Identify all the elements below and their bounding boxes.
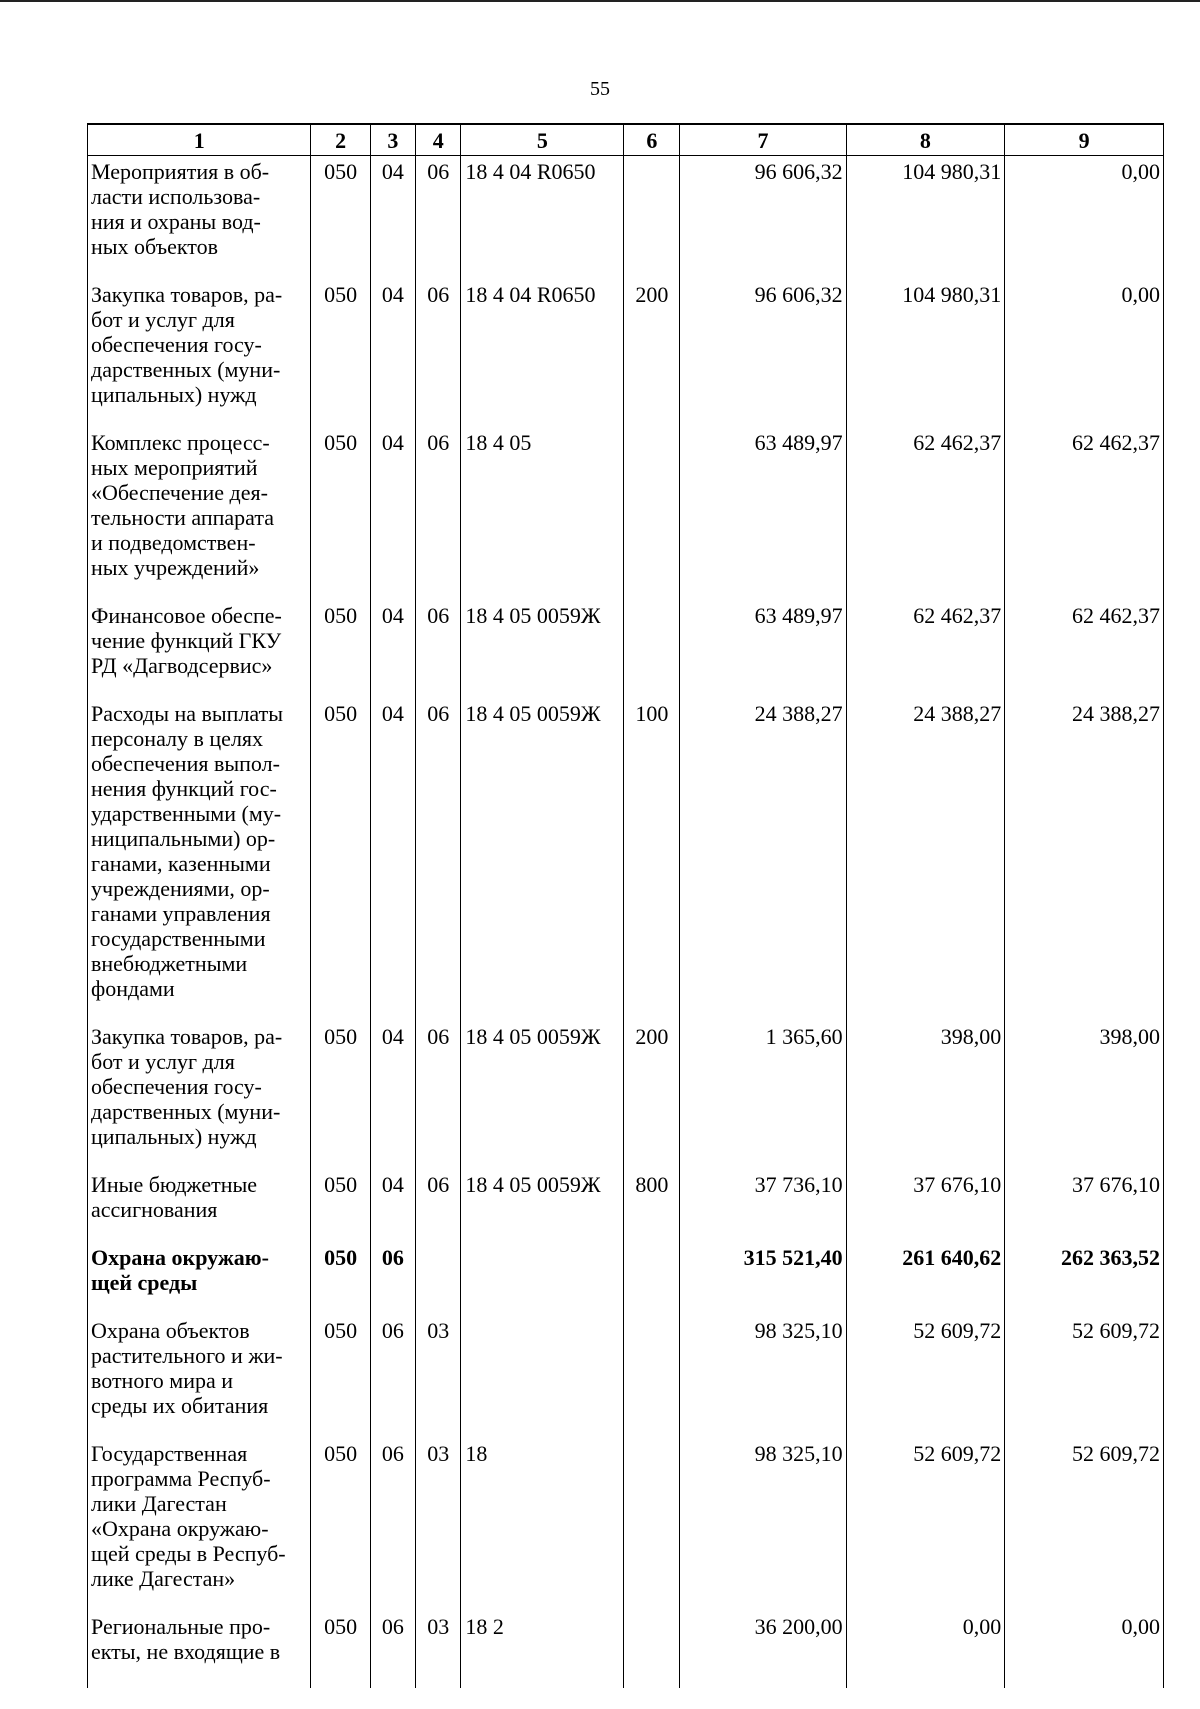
cell-vr bbox=[624, 1242, 680, 1315]
cell-gr: 050 bbox=[311, 1611, 370, 1688]
cell-amount: 63 489,97 bbox=[680, 600, 846, 698]
table-row bbox=[88, 1242, 1164, 1315]
cell-pr: 06 bbox=[416, 698, 461, 1021]
row-name: Расходы на выплаты персоналу в целях обеспечения выпол- нения функций гос- ударственными (му- ниципальными) ор- ганами, казенными учреждениями, ор- ганами управления государственными внебюджетными фондами bbox=[88, 698, 311, 1021]
cell-csr: 18 4 05 0059Ж bbox=[461, 1021, 624, 1169]
cell-amount: 52 609,72 bbox=[1005, 1315, 1164, 1438]
cell-gr: 050 bbox=[311, 698, 370, 1021]
cell-csr: 18 4 05 0059Ж bbox=[461, 698, 624, 1021]
cell-rz: 06 bbox=[370, 1242, 415, 1315]
cell-amount: 0,00 bbox=[1005, 156, 1164, 280]
cell-pr: 03 bbox=[416, 1438, 461, 1611]
cell-amount: 62 462,37 bbox=[846, 600, 1005, 698]
table-row bbox=[88, 600, 1164, 698]
row-name: Региональные про- екты, не входящие в bbox=[88, 1611, 311, 1688]
column-header: 7 bbox=[680, 124, 846, 156]
cell-pr: 03 bbox=[416, 1315, 461, 1438]
cell-csr: 18 2 bbox=[461, 1611, 624, 1688]
cell-amount: 98 325,10 bbox=[680, 1438, 846, 1611]
row-name: Закупка товаров, ра- бот и услуг для обеспечения госу- дарственных (муни- ципальных) нужд bbox=[88, 279, 311, 427]
cell-pr: 06 bbox=[416, 600, 461, 698]
header-row bbox=[88, 124, 1164, 156]
cell-amount: 262 363,52 bbox=[1005, 1242, 1164, 1315]
cell-amount: 104 980,31 bbox=[846, 156, 1005, 280]
cell-amount: 62 462,37 bbox=[846, 427, 1005, 600]
cell-csr bbox=[461, 1242, 624, 1315]
cell-rz: 04 bbox=[370, 600, 415, 698]
cell-amount: 62 462,37 bbox=[1005, 427, 1164, 600]
cell-gr: 050 bbox=[311, 156, 370, 280]
cell-rz: 04 bbox=[370, 698, 415, 1021]
cell-amount: 104 980,31 bbox=[846, 279, 1005, 427]
column-header: 1 bbox=[88, 124, 311, 156]
cell-gr: 050 bbox=[311, 1315, 370, 1438]
cell-vr: 100 bbox=[624, 698, 680, 1021]
table-body bbox=[88, 156, 1164, 1689]
cell-rz: 04 bbox=[370, 156, 415, 280]
top-border-line bbox=[0, 0, 1200, 2]
cell-vr bbox=[624, 1315, 680, 1438]
cell-vr: 200 bbox=[624, 279, 680, 427]
cell-rz: 06 bbox=[370, 1438, 415, 1611]
row-name: Государственная программа Респуб- лики Дагестан «Охрана окружаю- щей среды в Респуб- лике Дагестан» bbox=[88, 1438, 311, 1611]
cell-gr: 050 bbox=[311, 1242, 370, 1315]
cell-rz: 04 bbox=[370, 1021, 415, 1169]
cell-pr: 06 bbox=[416, 427, 461, 600]
cell-gr: 050 bbox=[311, 279, 370, 427]
cell-amount: 52 609,72 bbox=[1005, 1438, 1164, 1611]
cell-vr: 200 bbox=[624, 1021, 680, 1169]
cell-amount: 36 200,00 bbox=[680, 1611, 846, 1688]
cell-rz: 04 bbox=[370, 1169, 415, 1242]
cell-amount: 24 388,27 bbox=[846, 698, 1005, 1021]
budget-table bbox=[87, 123, 1164, 1688]
cell-vr bbox=[624, 156, 680, 280]
cell-amount: 52 609,72 bbox=[846, 1315, 1005, 1438]
cell-rz: 06 bbox=[370, 1315, 415, 1438]
cell-csr: 18 4 05 0059Ж bbox=[461, 1169, 624, 1242]
cell-amount: 96 606,32 bbox=[680, 156, 846, 280]
cell-vr bbox=[624, 1611, 680, 1688]
cell-amount: 0,00 bbox=[1005, 1611, 1164, 1688]
table-row bbox=[88, 1611, 1164, 1688]
cell-csr: 18 4 04 R0650 bbox=[461, 279, 624, 427]
row-name: Охрана объектов растительного и жи- вотного мира и среды их обитания bbox=[88, 1315, 311, 1438]
cell-amount: 398,00 bbox=[1005, 1021, 1164, 1169]
cell-amount: 398,00 bbox=[846, 1021, 1005, 1169]
cell-gr: 050 bbox=[311, 600, 370, 698]
cell-csr: 18 4 05 0059Ж bbox=[461, 600, 624, 698]
table-row bbox=[88, 1021, 1164, 1169]
cell-amount: 37 736,10 bbox=[680, 1169, 846, 1242]
cell-amount: 96 606,32 bbox=[680, 279, 846, 427]
cell-amount: 315 521,40 bbox=[680, 1242, 846, 1315]
cell-gr: 050 bbox=[311, 427, 370, 600]
column-header: 2 bbox=[311, 124, 370, 156]
cell-vr bbox=[624, 1438, 680, 1611]
page-number: 55 bbox=[590, 78, 610, 100]
column-header: 4 bbox=[416, 124, 461, 156]
column-header: 6 bbox=[624, 124, 680, 156]
table-row bbox=[88, 427, 1164, 600]
column-header: 9 bbox=[1005, 124, 1164, 156]
table-row bbox=[88, 279, 1164, 427]
cell-amount: 63 489,97 bbox=[680, 427, 846, 600]
cell-pr: 06 bbox=[416, 279, 461, 427]
cell-amount: 24 388,27 bbox=[1005, 698, 1164, 1021]
cell-rz: 04 bbox=[370, 279, 415, 427]
cell-csr: 18 4 05 bbox=[461, 427, 624, 600]
row-name: Комплекс процесс- ных мероприятий «Обеспечение дея- тельности аппарата и подведомствен- ных учреждений» bbox=[88, 427, 311, 600]
cell-pr: 06 bbox=[416, 1169, 461, 1242]
cell-csr: 18 4 04 R0650 bbox=[461, 156, 624, 280]
row-name: Закупка товаров, ра- бот и услуг для обеспечения госу- дарственных (муни- ципальных) нужд bbox=[88, 1021, 311, 1169]
row-name: Иные бюджетные ассигнования bbox=[88, 1169, 311, 1242]
cell-pr: 06 bbox=[416, 1021, 461, 1169]
cell-amount: 52 609,72 bbox=[846, 1438, 1005, 1611]
cell-gr: 050 bbox=[311, 1021, 370, 1169]
cell-vr bbox=[624, 427, 680, 600]
cell-csr bbox=[461, 1315, 624, 1438]
table-row bbox=[88, 698, 1164, 1021]
cell-vr: 800 bbox=[624, 1169, 680, 1242]
cell-pr: 06 bbox=[416, 156, 461, 280]
cell-amount: 0,00 bbox=[1005, 279, 1164, 427]
row-name: Охрана окружаю- щей среды bbox=[88, 1242, 311, 1315]
cell-amount: 261 640,62 bbox=[846, 1242, 1005, 1315]
row-name: Мероприятия в об- ласти использова- ния и охраны вод- ных объектов bbox=[88, 156, 311, 280]
column-header: 5 bbox=[461, 124, 624, 156]
cell-gr: 050 bbox=[311, 1438, 370, 1611]
table-row bbox=[88, 1169, 1164, 1242]
cell-rz: 04 bbox=[370, 427, 415, 600]
column-header: 8 bbox=[846, 124, 1005, 156]
cell-csr: 18 bbox=[461, 1438, 624, 1611]
cell-pr: 03 bbox=[416, 1611, 461, 1688]
cell-amount: 1 365,60 bbox=[680, 1021, 846, 1169]
cell-pr bbox=[416, 1242, 461, 1315]
table-row bbox=[88, 1438, 1164, 1611]
table-row bbox=[88, 1315, 1164, 1438]
cell-amount: 98 325,10 bbox=[680, 1315, 846, 1438]
row-name: Финансовое обеспе- чение функций ГКУ РД «Дагводсервис» bbox=[88, 600, 311, 698]
cell-amount: 37 676,10 bbox=[846, 1169, 1005, 1242]
table-row bbox=[88, 156, 1164, 280]
cell-amount: 24 388,27 bbox=[680, 698, 846, 1021]
cell-amount: 62 462,37 bbox=[1005, 600, 1164, 698]
cell-amount: 0,00 bbox=[846, 1611, 1005, 1688]
column-header: 3 bbox=[370, 124, 415, 156]
cell-rz: 06 bbox=[370, 1611, 415, 1688]
cell-gr: 050 bbox=[311, 1169, 370, 1242]
cell-vr bbox=[624, 600, 680, 698]
cell-amount: 37 676,10 bbox=[1005, 1169, 1164, 1242]
